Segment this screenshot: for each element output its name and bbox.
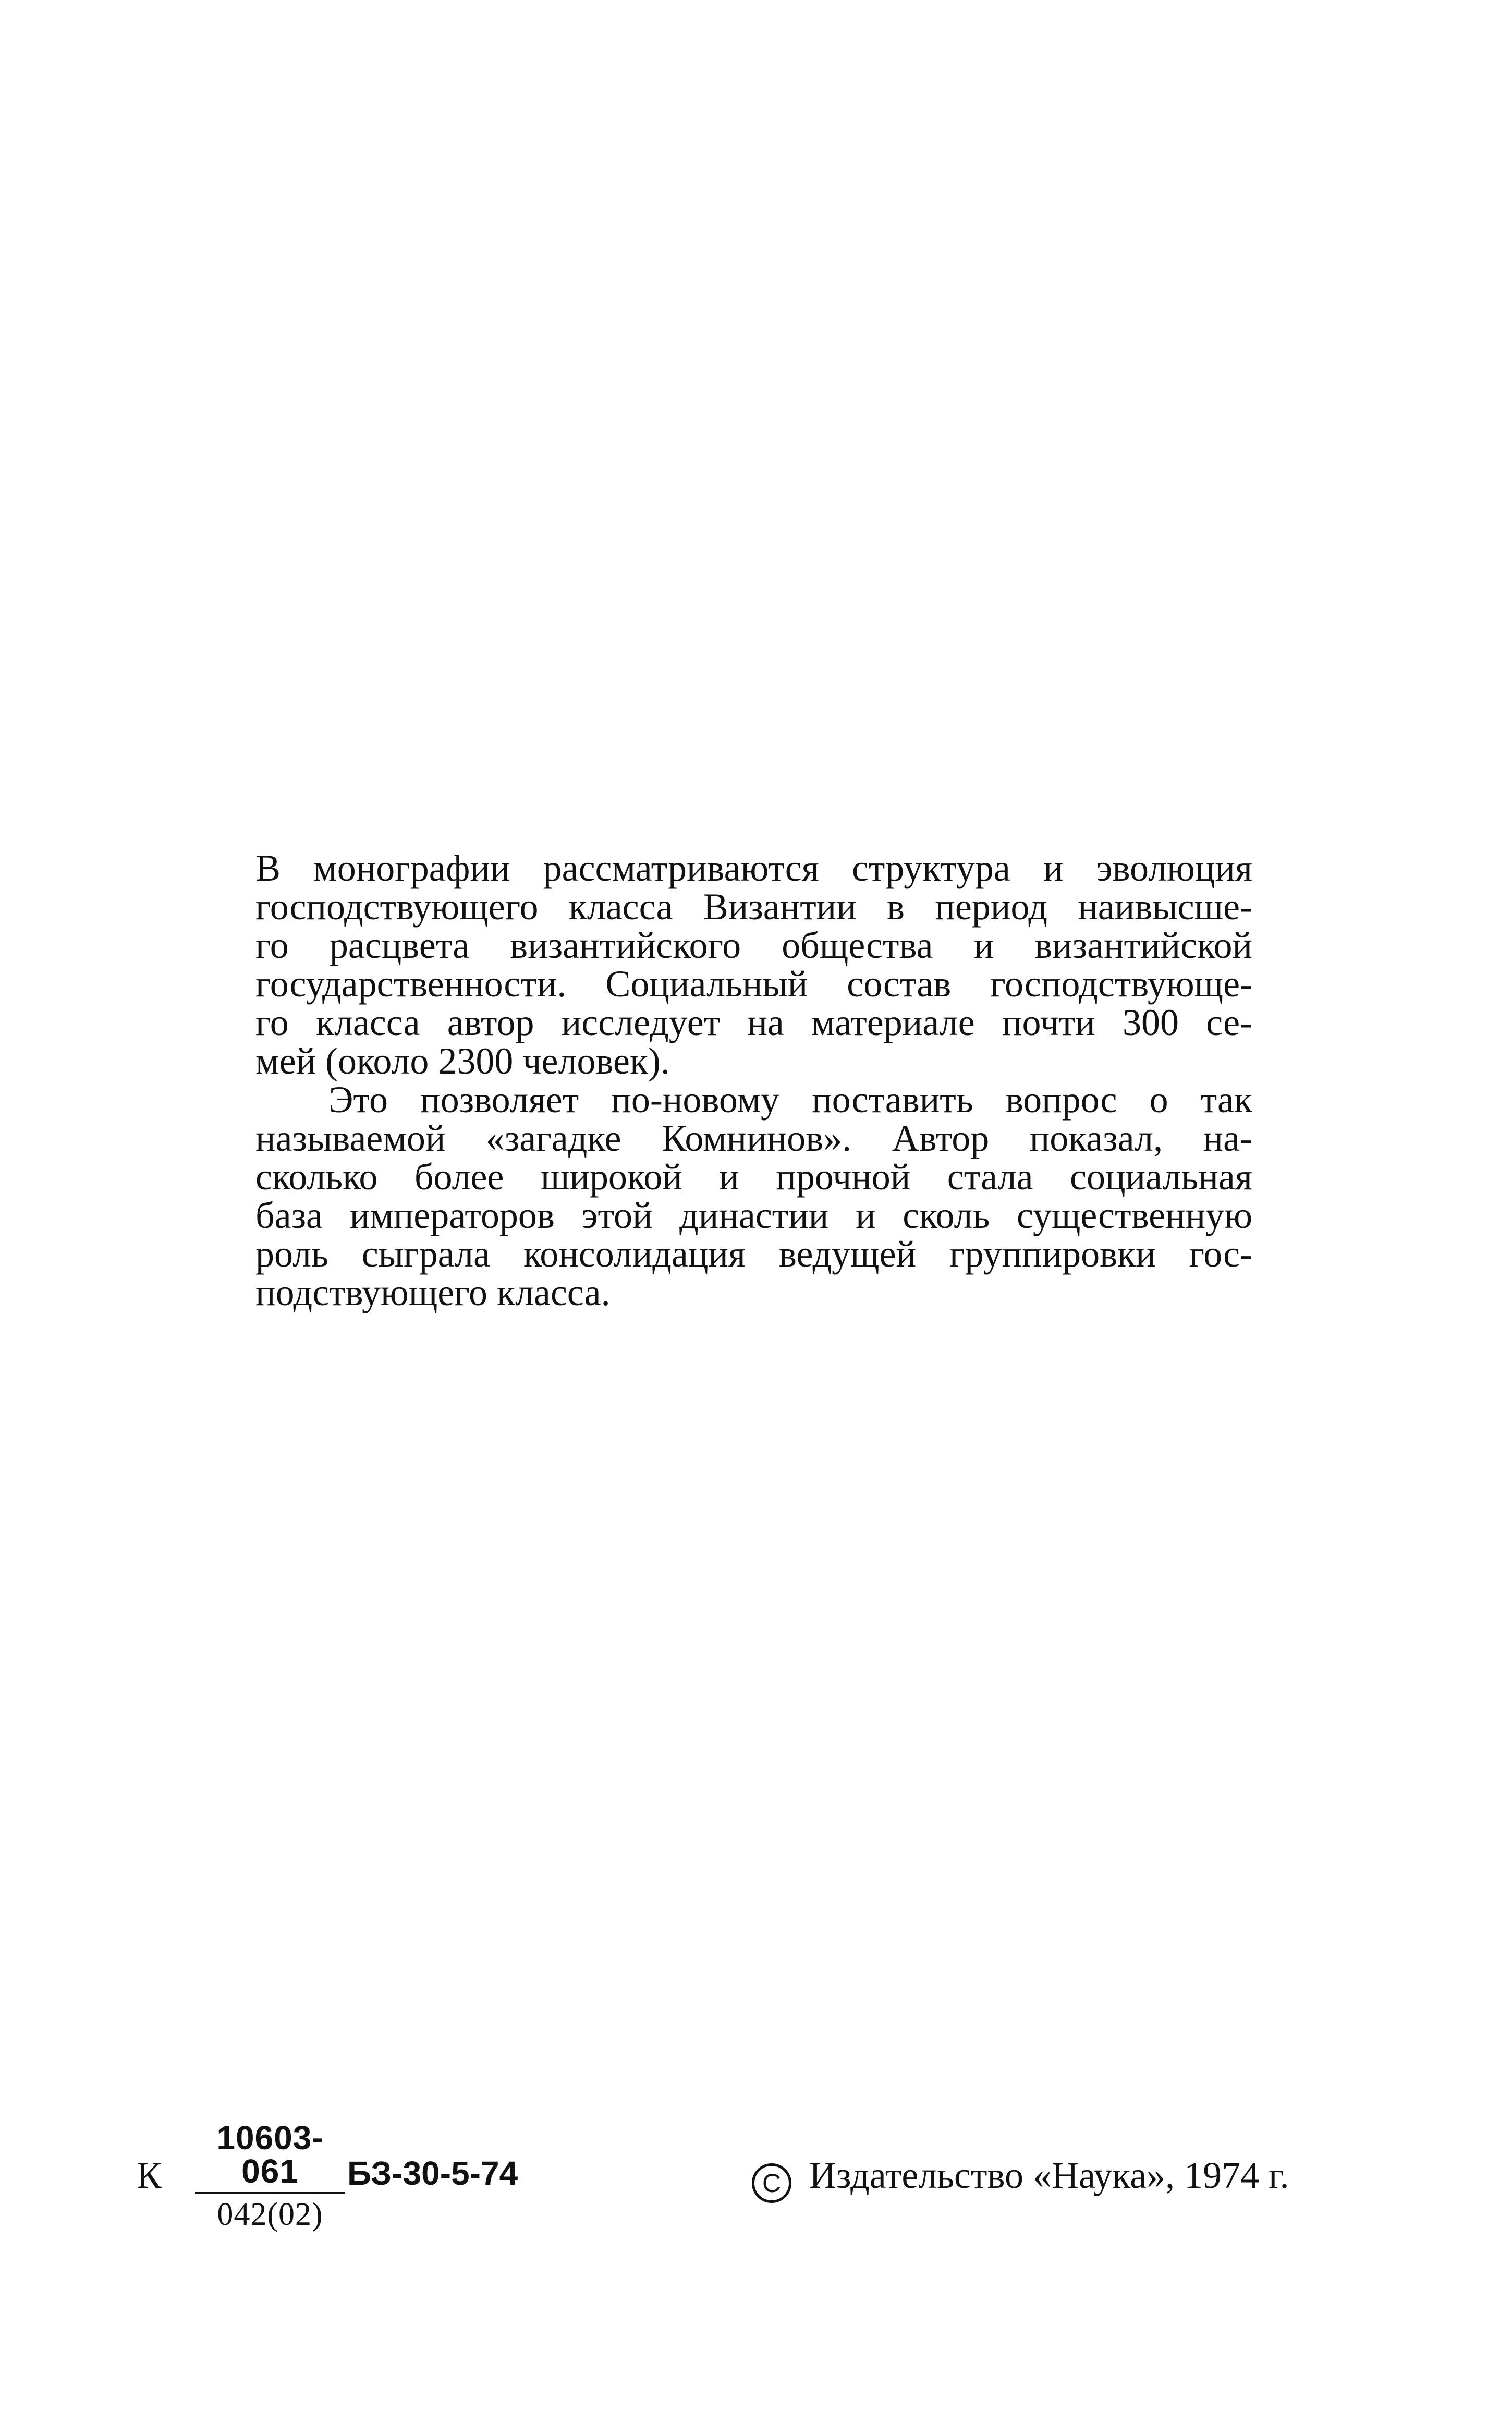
abstract-paragraph-1 [255,849,1252,1080]
bbk-letter: К [137,2154,162,2196]
copyright-notice [752,2154,1289,2203]
abstract-line: государственности. Социальный состав господствующе- [255,963,1252,1005]
bbk-fraction [195,2121,345,2231]
abstract-line: сколько более широкой и прочной стала социальная [255,1156,1252,1198]
abstract-paragraph-2 [255,1080,1252,1312]
abstract-line: го расцвета византийского общества и византийской [255,924,1252,966]
abstract-line: го класса автор исследует на материале почти 300 се- [255,1002,1252,1043]
bbk-code: БЗ-30-5-74 [347,2154,518,2192]
abstract-line: Это позволяет по-новому поставить вопрос о так [328,1079,1252,1121]
abstract [255,849,1252,1312]
abstract-line: называемой «загадке Комнинов». Автор показал, на- [255,1117,1252,1159]
abstract-line: подствующего класса. [255,1272,611,1313]
abstract-line: В монографии рассматриваются структура и эволюция [255,847,1252,889]
bbk-denominator: 042(02) [217,2197,323,2232]
abstract-line: роль сыграла консолидация ведущей группировки гос- [255,1233,1252,1275]
abstract-line: мей (около 2300 человек). [255,1040,670,1082]
copyright-text: Издательство «Наука», 1974 г. [809,2154,1289,2196]
copyright-icon: C [752,2163,791,2203]
imprint [137,2113,1377,2232]
abstract-line: господствующего класса Византии в период наивысше- [255,886,1252,928]
bbk-numerator: 10603-061 [216,2119,324,2190]
abstract-line: база императоров этой династии и сколь существенную [255,1195,1252,1236]
